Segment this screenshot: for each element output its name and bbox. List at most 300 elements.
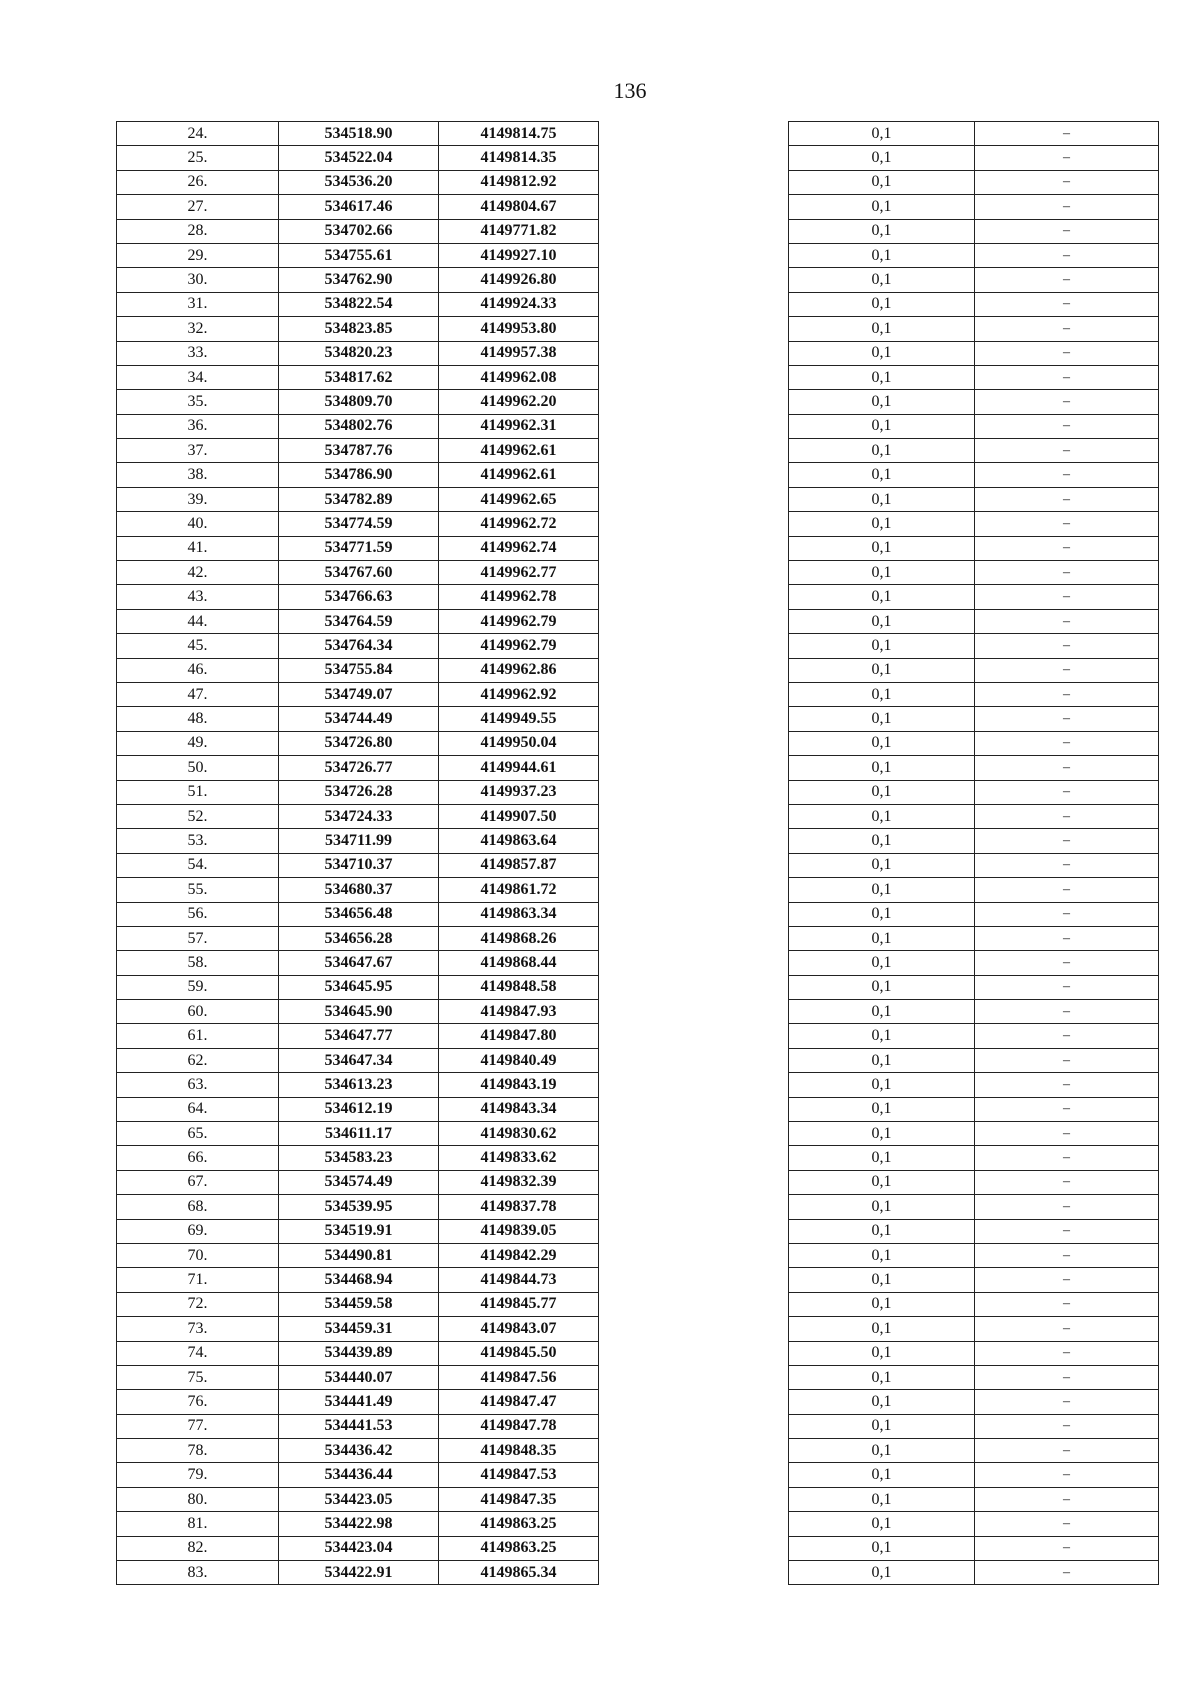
x-coordinate-cell: 534423.05: [279, 1487, 439, 1511]
point-number-cell: 43.: [117, 585, 279, 609]
dash-cell: –: [975, 317, 1159, 341]
point-number-cell: 63.: [117, 1073, 279, 1097]
y-coordinate-cell: 4149839.05: [439, 1219, 599, 1243]
y-coordinate-cell: 4149962.74: [439, 536, 599, 560]
point-number-cell: 72.: [117, 1292, 279, 1316]
y-coordinate-cell: 4149833.62: [439, 1146, 599, 1170]
x-coordinate-cell: 534647.77: [279, 1024, 439, 1048]
point-number-cell: 74.: [117, 1341, 279, 1365]
table-row: [117, 1195, 599, 1219]
y-coordinate-cell: 4149847.35: [439, 1487, 599, 1511]
point-number-cell: 67.: [117, 1170, 279, 1194]
x-coordinate-cell: 534820.23: [279, 341, 439, 365]
point-number-cell: 30.: [117, 268, 279, 292]
table-row: [117, 1365, 599, 1389]
table-row: [789, 926, 1159, 950]
x-coordinate-cell: 534459.58: [279, 1292, 439, 1316]
x-coordinate-cell: 534680.37: [279, 878, 439, 902]
accuracy-value-cell: 0,1: [789, 390, 975, 414]
table-row: [117, 609, 599, 633]
point-number-cell: 29.: [117, 243, 279, 267]
y-coordinate-cell: 4149771.82: [439, 219, 599, 243]
y-coordinate-cell: 4149861.72: [439, 878, 599, 902]
page-number: 136: [613, 78, 647, 103]
dash-cell: –: [975, 1024, 1159, 1048]
dash-cell: –: [975, 439, 1159, 463]
accuracy-value-cell: 0,1: [789, 634, 975, 658]
dash-cell: –: [975, 219, 1159, 243]
table-row: [117, 487, 599, 511]
table-row: [117, 146, 599, 170]
accuracy-value-cell: 0,1: [789, 536, 975, 560]
point-number-cell: 81.: [117, 1512, 279, 1536]
y-coordinate-cell: 4149848.58: [439, 975, 599, 999]
x-coordinate-cell: 534711.99: [279, 829, 439, 853]
accuracy-value-cell: 0,1: [789, 731, 975, 755]
y-coordinate-cell: 4149845.50: [439, 1341, 599, 1365]
table-row: [117, 268, 599, 292]
point-number-cell: 32.: [117, 317, 279, 341]
y-coordinate-cell: 4149957.38: [439, 341, 599, 365]
accuracy-value-cell: 0,1: [789, 1463, 975, 1487]
x-coordinate-cell: 534539.95: [279, 1195, 439, 1219]
dash-cell: –: [975, 1487, 1159, 1511]
x-coordinate-cell: 534656.48: [279, 902, 439, 926]
table-row: [117, 780, 599, 804]
y-coordinate-cell: 4149863.64: [439, 829, 599, 853]
dash-cell: –: [975, 512, 1159, 536]
table-row: [789, 1561, 1159, 1585]
table-row: [789, 1341, 1159, 1365]
table-row: [789, 1024, 1159, 1048]
table-row: [789, 1000, 1159, 1024]
point-number-cell: 52.: [117, 804, 279, 828]
x-coordinate-cell: 534645.95: [279, 975, 439, 999]
y-coordinate-cell: 4149950.04: [439, 731, 599, 755]
dash-cell: –: [975, 243, 1159, 267]
y-coordinate-cell: 4149847.53: [439, 1463, 599, 1487]
table-row: [117, 1170, 599, 1194]
table-row: [117, 1122, 599, 1146]
dash-cell: –: [975, 682, 1159, 706]
table-row: [789, 609, 1159, 633]
table-row: [789, 439, 1159, 463]
point-number-cell: 25.: [117, 146, 279, 170]
table-row: [789, 243, 1159, 267]
accuracy-value-cell: 0,1: [789, 1561, 975, 1585]
table-row: [117, 853, 599, 877]
accuracy-value-cell: 0,1: [789, 1146, 975, 1170]
point-number-cell: 66.: [117, 1146, 279, 1170]
table-row: [117, 926, 599, 950]
table-row: [789, 1122, 1159, 1146]
table-row: [789, 878, 1159, 902]
table-row: [117, 195, 599, 219]
accuracy-value-cell: 0,1: [789, 195, 975, 219]
y-coordinate-cell: 4149926.80: [439, 268, 599, 292]
y-coordinate-cell: 4149830.62: [439, 1122, 599, 1146]
dash-cell: –: [975, 609, 1159, 633]
accuracy-value-cell: 0,1: [789, 902, 975, 926]
x-coordinate-cell: 534436.42: [279, 1439, 439, 1463]
accuracy-value-cell: 0,1: [789, 1195, 975, 1219]
accuracy-value-cell: 0,1: [789, 1170, 975, 1194]
dash-cell: –: [975, 731, 1159, 755]
point-number-cell: 46.: [117, 658, 279, 682]
table-row: [117, 512, 599, 536]
table-row: [117, 804, 599, 828]
x-coordinate-cell: 534726.77: [279, 756, 439, 780]
x-coordinate-cell: 534617.46: [279, 195, 439, 219]
y-coordinate-cell: 4149863.34: [439, 902, 599, 926]
y-coordinate-cell: 4149843.19: [439, 1073, 599, 1097]
table-row: [789, 1048, 1159, 1072]
table-row: [789, 634, 1159, 658]
accuracy-value-cell: 0,1: [789, 926, 975, 950]
table-row: [117, 1097, 599, 1121]
table-row: [117, 658, 599, 682]
accuracy-value-cell: 0,1: [789, 365, 975, 389]
table-row: [789, 1146, 1159, 1170]
table-row: [789, 1414, 1159, 1438]
table-row: [117, 1414, 599, 1438]
dash-cell: –: [975, 829, 1159, 853]
x-coordinate-cell: 534710.37: [279, 853, 439, 877]
dash-cell: –: [975, 414, 1159, 438]
accuracy-value-cell: 0,1: [789, 585, 975, 609]
table-row: [117, 1512, 599, 1536]
dash-cell: –: [975, 1000, 1159, 1024]
y-coordinate-cell: 4149804.67: [439, 195, 599, 219]
x-coordinate-cell: 534468.94: [279, 1268, 439, 1292]
accuracy-value-cell: 0,1: [789, 414, 975, 438]
y-coordinate-cell: 4149837.78: [439, 1195, 599, 1219]
x-coordinate-cell: 534755.61: [279, 243, 439, 267]
table-row: [789, 146, 1159, 170]
table-row: [117, 951, 599, 975]
table-row: [789, 1317, 1159, 1341]
table-row: [789, 1390, 1159, 1414]
dash-cell: –: [975, 1512, 1159, 1536]
x-coordinate-cell: 534536.20: [279, 170, 439, 194]
accuracy-value-cell: 0,1: [789, 146, 975, 170]
dash-cell: –: [975, 756, 1159, 780]
y-coordinate-cell: 4149847.93: [439, 1000, 599, 1024]
dash-cell: –: [975, 1243, 1159, 1267]
point-number-cell: 33.: [117, 341, 279, 365]
table-row: [117, 365, 599, 389]
y-coordinate-cell: 4149924.33: [439, 292, 599, 316]
coordinates-table: [116, 121, 599, 1585]
table-row: [117, 1390, 599, 1414]
x-coordinate-cell: 534809.70: [279, 390, 439, 414]
y-coordinate-cell: 4149937.23: [439, 780, 599, 804]
table-row: [117, 1536, 599, 1560]
table-row: [789, 268, 1159, 292]
y-coordinate-cell: 4149927.10: [439, 243, 599, 267]
accuracy-value-cell: 0,1: [789, 268, 975, 292]
table-row: [117, 317, 599, 341]
point-number-cell: 73.: [117, 1317, 279, 1341]
table-row: [789, 292, 1159, 316]
y-coordinate-cell: 4149863.25: [439, 1512, 599, 1536]
point-number-cell: 70.: [117, 1243, 279, 1267]
table-row: [117, 975, 599, 999]
point-number-cell: 83.: [117, 1561, 279, 1585]
x-coordinate-cell: 534702.66: [279, 219, 439, 243]
dash-cell: –: [975, 1073, 1159, 1097]
accuracy-value-cell: 0,1: [789, 756, 975, 780]
table-row: [789, 829, 1159, 853]
dash-cell: –: [975, 170, 1159, 194]
dash-cell: –: [975, 487, 1159, 511]
y-coordinate-cell: 4149962.79: [439, 634, 599, 658]
accuracy-value-cell: 0,1: [789, 1073, 975, 1097]
table-row: [117, 1048, 599, 1072]
dash-cell: –: [975, 1536, 1159, 1560]
point-number-cell: 65.: [117, 1122, 279, 1146]
y-coordinate-cell: 4149962.61: [439, 439, 599, 463]
point-number-cell: 82.: [117, 1536, 279, 1560]
y-coordinate-cell: 4149844.73: [439, 1268, 599, 1292]
table-row: [789, 731, 1159, 755]
y-coordinate-cell: 4149962.31: [439, 414, 599, 438]
accuracy-value-cell: 0,1: [789, 170, 975, 194]
accuracy-value-cell: 0,1: [789, 780, 975, 804]
y-coordinate-cell: 4149812.92: [439, 170, 599, 194]
dash-cell: –: [975, 707, 1159, 731]
y-coordinate-cell: 4149962.72: [439, 512, 599, 536]
x-coordinate-cell: 534755.84: [279, 658, 439, 682]
table-row: [117, 1463, 599, 1487]
y-coordinate-cell: 4149962.92: [439, 682, 599, 706]
table-row: [789, 390, 1159, 414]
point-number-cell: 26.: [117, 170, 279, 194]
point-number-cell: 37.: [117, 439, 279, 463]
point-number-cell: 60.: [117, 1000, 279, 1024]
x-coordinate-cell: 534817.62: [279, 365, 439, 389]
accuracy-value-cell: 0,1: [789, 1243, 975, 1267]
x-coordinate-cell: 534726.28: [279, 780, 439, 804]
table-row: [117, 1000, 599, 1024]
table-row: [789, 902, 1159, 926]
x-coordinate-cell: 534771.59: [279, 536, 439, 560]
table-row: [117, 682, 599, 706]
y-coordinate-cell: 4149847.78: [439, 1414, 599, 1438]
point-number-cell: 41.: [117, 536, 279, 560]
dash-cell: –: [975, 463, 1159, 487]
dash-cell: –: [975, 878, 1159, 902]
y-coordinate-cell: 4149962.79: [439, 609, 599, 633]
point-number-cell: 59.: [117, 975, 279, 999]
table-row: [117, 731, 599, 755]
dash-cell: –: [975, 1195, 1159, 1219]
dash-cell: –: [975, 1048, 1159, 1072]
table-row: [789, 951, 1159, 975]
accuracy-value-cell: 0,1: [789, 512, 975, 536]
table-row: [789, 1097, 1159, 1121]
table-row: [789, 1487, 1159, 1511]
table-row: [789, 341, 1159, 365]
point-number-cell: 69.: [117, 1219, 279, 1243]
accuracy-value-cell: 0,1: [789, 853, 975, 877]
x-coordinate-cell: 534647.67: [279, 951, 439, 975]
table-row: [117, 902, 599, 926]
dash-cell: –: [975, 122, 1159, 146]
table-row: [117, 878, 599, 902]
x-coordinate-cell: 534441.53: [279, 1414, 439, 1438]
x-coordinate-cell: 534439.89: [279, 1341, 439, 1365]
accuracy-value-cell: 0,1: [789, 804, 975, 828]
table-row: [789, 170, 1159, 194]
table-row: [789, 219, 1159, 243]
table-row: [117, 170, 599, 194]
accuracy-value-cell: 0,1: [789, 1365, 975, 1389]
point-number-cell: 76.: [117, 1390, 279, 1414]
table-row: [117, 634, 599, 658]
x-coordinate-cell: 534645.90: [279, 1000, 439, 1024]
dash-cell: –: [975, 390, 1159, 414]
table-row: [117, 585, 599, 609]
dash-cell: –: [975, 1414, 1159, 1438]
x-coordinate-cell: 534423.04: [279, 1536, 439, 1560]
accuracy-value-cell: 0,1: [789, 1219, 975, 1243]
x-coordinate-cell: 534749.07: [279, 682, 439, 706]
accuracy-value-cell: 0,1: [789, 1390, 975, 1414]
point-number-cell: 62.: [117, 1048, 279, 1072]
accuracy-value-cell: 0,1: [789, 1292, 975, 1316]
x-coordinate-cell: 534519.91: [279, 1219, 439, 1243]
table-row: [789, 1365, 1159, 1389]
point-number-cell: 68.: [117, 1195, 279, 1219]
x-coordinate-cell: 534822.54: [279, 292, 439, 316]
point-number-cell: 77.: [117, 1414, 279, 1438]
x-coordinate-cell: 534422.98: [279, 1512, 439, 1536]
x-coordinate-cell: 534762.90: [279, 268, 439, 292]
dash-cell: –: [975, 634, 1159, 658]
point-number-cell: 44.: [117, 609, 279, 633]
dash-cell: –: [975, 536, 1159, 560]
point-number-cell: 36.: [117, 414, 279, 438]
table-row: [789, 1292, 1159, 1316]
table-row: [117, 341, 599, 365]
y-coordinate-cell: 4149949.55: [439, 707, 599, 731]
x-coordinate-cell: 534647.34: [279, 1048, 439, 1072]
accuracy-value-cell: 0,1: [789, 682, 975, 706]
table-row: [117, 1317, 599, 1341]
table-row: [789, 585, 1159, 609]
x-coordinate-cell: 534611.17: [279, 1122, 439, 1146]
y-coordinate-cell: 4149944.61: [439, 756, 599, 780]
accuracy-value-cell: 0,1: [789, 1024, 975, 1048]
x-coordinate-cell: 534583.23: [279, 1146, 439, 1170]
point-number-cell: 34.: [117, 365, 279, 389]
table-row: [789, 365, 1159, 389]
accuracy-value-cell: 0,1: [789, 975, 975, 999]
dash-cell: –: [975, 1390, 1159, 1414]
point-number-cell: 54.: [117, 853, 279, 877]
table-row: [117, 219, 599, 243]
table-row: [789, 561, 1159, 585]
accuracy-value-cell: 0,1: [789, 1268, 975, 1292]
table-row: [117, 1292, 599, 1316]
accuracy-value-cell: 0,1: [789, 561, 975, 585]
accuracy-value-cell: 0,1: [789, 122, 975, 146]
point-number-cell: 78.: [117, 1439, 279, 1463]
accuracy-value-cell: 0,1: [789, 658, 975, 682]
table-row: [789, 122, 1159, 146]
table-row: [117, 1268, 599, 1292]
point-number-cell: 47.: [117, 682, 279, 706]
y-coordinate-cell: 4149907.50: [439, 804, 599, 828]
dash-cell: –: [975, 1439, 1159, 1463]
point-number-cell: 48.: [117, 707, 279, 731]
table-row: [789, 1463, 1159, 1487]
point-number-cell: 53.: [117, 829, 279, 853]
table-row: [789, 1536, 1159, 1560]
table-row: [789, 414, 1159, 438]
x-coordinate-cell: 534823.85: [279, 317, 439, 341]
y-coordinate-cell: 4149953.80: [439, 317, 599, 341]
dash-cell: –: [975, 1463, 1159, 1487]
table-row: [789, 975, 1159, 999]
point-number-cell: 55.: [117, 878, 279, 902]
accuracy-value-cell: 0,1: [789, 463, 975, 487]
accuracy-table: [788, 121, 1159, 1585]
accuracy-value-cell: 0,1: [789, 1317, 975, 1341]
y-coordinate-cell: 4149962.20: [439, 390, 599, 414]
x-coordinate-cell: 534787.76: [279, 439, 439, 463]
dash-cell: –: [975, 780, 1159, 804]
y-coordinate-cell: 4149962.86: [439, 658, 599, 682]
y-coordinate-cell: 4149962.08: [439, 365, 599, 389]
y-coordinate-cell: 4149962.78: [439, 585, 599, 609]
point-number-cell: 57.: [117, 926, 279, 950]
point-number-cell: 61.: [117, 1024, 279, 1048]
x-coordinate-cell: 534518.90: [279, 122, 439, 146]
dash-cell: –: [975, 1097, 1159, 1121]
accuracy-value-cell: 0,1: [789, 317, 975, 341]
point-number-cell: 40.: [117, 512, 279, 536]
point-number-cell: 71.: [117, 1268, 279, 1292]
dash-cell: –: [975, 853, 1159, 877]
table-row: [789, 756, 1159, 780]
table-row: [789, 1439, 1159, 1463]
y-coordinate-cell: 4149857.87: [439, 853, 599, 877]
table-row: [117, 1487, 599, 1511]
dash-cell: –: [975, 975, 1159, 999]
dash-cell: –: [975, 951, 1159, 975]
dash-cell: –: [975, 926, 1159, 950]
table-row: [789, 1170, 1159, 1194]
table-row: [117, 1439, 599, 1463]
y-coordinate-cell: 4149847.80: [439, 1024, 599, 1048]
y-coordinate-cell: 4149863.25: [439, 1536, 599, 1560]
table-row: [117, 439, 599, 463]
y-coordinate-cell: 4149843.34: [439, 1097, 599, 1121]
table-row: [789, 195, 1159, 219]
table-row: [789, 1195, 1159, 1219]
dash-cell: –: [975, 902, 1159, 926]
table-row: [117, 414, 599, 438]
x-coordinate-cell: 534613.23: [279, 1073, 439, 1097]
y-coordinate-cell: 4149847.56: [439, 1365, 599, 1389]
point-number-cell: 51.: [117, 780, 279, 804]
point-number-cell: 24.: [117, 122, 279, 146]
accuracy-value-cell: 0,1: [789, 609, 975, 633]
table-row: [789, 536, 1159, 560]
accuracy-value-cell: 0,1: [789, 1341, 975, 1365]
